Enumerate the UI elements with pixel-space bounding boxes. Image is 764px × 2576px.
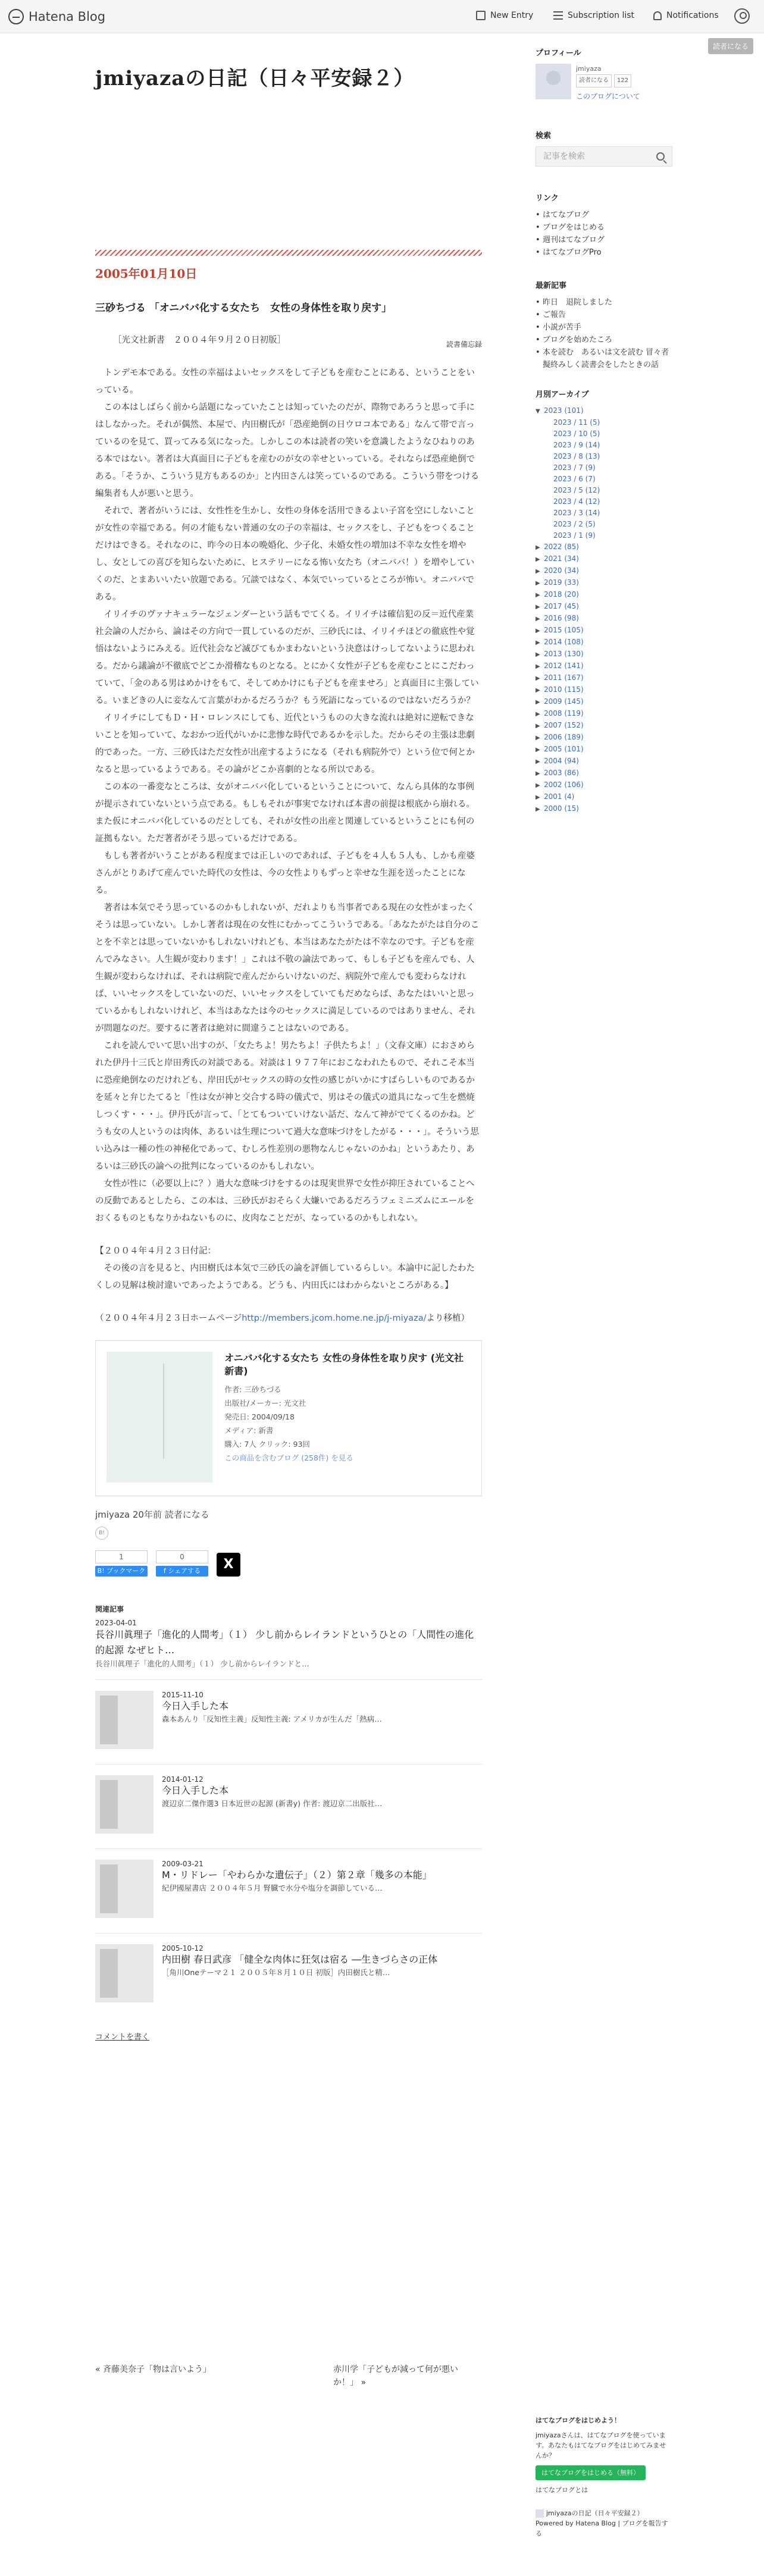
paragraph: もしも著者がいうことがある程度までは正しいのであれば、子どもを４人も５人も、しかも産婆さんがとりあげて産んでいた時代の女性は、今の女性よりもずっと幸せな生涯を送ったことになる。 (95, 851, 475, 895)
caret-right-icon: ▶ (536, 711, 540, 717)
list-icon (553, 11, 563, 20)
caret-right-icon: ▶ (536, 580, 540, 587)
related-date: 2014-01-12 (162, 1775, 203, 1784)
related-title[interactable]: 内田樹 春日武彦 「健全な肉体に狂気は宿る ―生きづらさの正体 (162, 1954, 438, 1965)
recent-entry-link[interactable]: • 本を読む あるいは文を読む 冒々者擬終みしく読書会をしたときの話 (536, 346, 672, 371)
bookmark-label: B! ブックマーク (95, 1566, 148, 1577)
recent-entry-link[interactable]: • 小説が苦手 (536, 321, 672, 334)
hatena-logo-icon (8, 9, 24, 24)
caret-right-icon: ▶ (536, 651, 540, 658)
caret-right-icon: ▶ (536, 556, 540, 563)
archive-month[interactable]: 2023 / 5 (12) (553, 486, 600, 494)
caret-right-icon: ▶ (536, 735, 540, 741)
caret-right-icon: ▶ (536, 759, 540, 765)
related-item[interactable] (95, 1933, 482, 2007)
related-date: 2023-04-01 (95, 1619, 137, 1627)
archive-month[interactable]: 2023 / 1 (9) (553, 531, 596, 540)
archive-year[interactable]: ▶ 2001 (4) (536, 791, 672, 803)
related-entries (95, 1604, 482, 2007)
caret-right-icon: ▶ (536, 723, 540, 729)
archive-month[interactable]: 2023 / 3 (14) (553, 509, 600, 517)
archive-year[interactable]: ▶ 2010 (115) (536, 684, 672, 696)
archive-month[interactable]: 2023 / 11 (5) (553, 418, 600, 427)
logo-text: Hatena Blog (29, 10, 106, 24)
archive-month[interactable]: 2023 / 2 (5) (553, 520, 596, 528)
related-date: 2015-11-10 (162, 1691, 203, 1699)
caret-right-icon: ▶ (536, 604, 540, 610)
archive-year[interactable]: ▶ 2009 (145) (536, 696, 672, 708)
new-entry-link[interactable] (476, 11, 533, 20)
profile-heading: プロフィール (536, 49, 581, 58)
entry-author-line[interactable]: jmiyaza 20年前 読者になる (95, 1509, 209, 1520)
archive-month[interactable]: 2023 / 9 (14) (553, 441, 600, 449)
profile-box (536, 64, 672, 102)
related-thumbnail[interactable] (95, 1944, 154, 2002)
facebook-share-button[interactable] (156, 1550, 208, 1577)
blog-title[interactable]: jmiyazaの日記（日々平安録２） (95, 67, 415, 90)
book-cover-image[interactable] (107, 1352, 212, 1483)
archive-year[interactable]: ▶ 2014 (108) (536, 637, 672, 648)
archive-year[interactable]: ▶ 2006 (189) (536, 732, 672, 744)
archive-year[interactable]: ▶ 2007 (152) (536, 720, 672, 732)
archive-month[interactable]: 2023 / 8 (13) (553, 452, 600, 460)
archive-year[interactable]: ▶ 2016 (98) (536, 613, 672, 625)
x-share-button[interactable]: X (217, 1553, 240, 1577)
bell-icon (653, 11, 662, 20)
related-item[interactable] (95, 1679, 482, 1753)
archive-year[interactable]: ▶ 2003 (86) (536, 767, 672, 779)
caret-right-icon: ▶ (536, 663, 540, 670)
paragraph: 著者は本気でそう思っているのかもしれないが、だれよりも当事者である現在の女性がまったくそうは思っていない。しかし著者は現在の女性にむかってこういうである。「あなたがたは自分のことを不幸とは思っていないかもしれないけれども、本当はあなたがたは不幸なのです。子どもを産んでみなさい。人生観が変わります！」これは不敬の論法であって、もしも子どもを産んでも、人生観が変わらなければ、それは病院で産んだからいけないのだ、病院外で産んでも変わらなければ、いいセックスをしていないのだ、いいセックスをしていてもだめならば、あなたはいいと思っているかもしれないけれど、本当はあなたは今のセックスに満足しているのではありません、それが問題なのだ。要するに著者は絶対に間違うことはないのである。 (95, 903, 480, 1033)
caret-right-icon: ▶ (536, 770, 540, 777)
links-list (536, 209, 672, 259)
source-link[interactable]: http://members.jcom.home.ne.jp/j-miyaza/ (242, 1314, 427, 1323)
archive-year[interactable]: ▶ 2002 (106) (536, 779, 672, 791)
hatena-blog-logo[interactable] (8, 9, 105, 24)
entry-title[interactable]: 三砂ちづる 「オニババ化する女たち 女性の身体性を取り戻す」 (95, 302, 392, 314)
powered-by[interactable]: Powered by Hatena Blog | ブログを報告する (536, 2519, 668, 2537)
hatena-footer (536, 2415, 672, 2539)
source-line (95, 1310, 482, 1327)
paragraph: イリイチのヴァナキュラーなジェンダーという話もでてくる。イリイチは確信犯の反＝近代産業社会論の人だから、論はその方向で一貫しているのだが、三砂氏には、イリイチほどの徹底性や覚悟はないようにみえる。近代社会など滅びてもかまわないという決意はけっしてないように思われる。だから議論が不徹底でどこか滑稽なものとなる。とにかく女性が子どもを産むことにこだわっていて、「金のある男はめかけをもて、そしてめかけにも子どもを産ませろ」と真面目に主張している。いまどきの人に妾なんて言葉がわかるだろうか？もう死語になっているのではないだろうか？ (95, 610, 479, 706)
paragraph: この本の一番変なところは、女がオニババ化しているということについて、なんら具体的な事例が提示されていないという点である。もしもそれが事実でなければ本書の前提は根底から崩れる。また仮にオニババ化しているのだとしても、それが女性の出産と関連しているということにも何の証拠もない。ただ著者がそう思っているだけである。 (95, 782, 475, 844)
entry-body (95, 332, 482, 1327)
start-blog-button[interactable]: はてなブログをはじめる（無料） (536, 2465, 646, 2480)
about-hatena-link[interactable]: はてなブログとは (536, 2486, 588, 2494)
archive-year[interactable]: ▼ 2023 (101) (536, 405, 672, 417)
archive-month[interactable]: 2023 / 6 (7) (553, 475, 596, 483)
archive-year[interactable]: ▶ 2013 (130) (536, 648, 672, 660)
blog-icon (536, 2509, 544, 2518)
paragraph: 女性が性に（必要以上に？）過大な意味づけをするのは現実世界で女性が抑圧されていることへの反動であるとしたら、この本は、三砂氏がおそらく大嫌いであるだろうフェミニズムにエールをおくるものともなりかねないものに、皮肉なことだが、なっているのかもしれない。 (95, 1179, 475, 1223)
product-card (95, 1340, 482, 1496)
related-title[interactable]: M・リドレー「やわらかな遺伝子」（２）第２章「幾多の本能」 (162, 1869, 432, 1881)
caret-right-icon: ▶ (536, 544, 540, 551)
user-menu-button[interactable] (734, 8, 750, 24)
bookmark-share-button[interactable] (95, 1550, 148, 1577)
next-entry-link[interactable]: 赤川学「子どもが減って何が悪いか！」 » (333, 2365, 458, 2387)
caret-right-icon: ▶ (536, 747, 540, 753)
recent-entry-link[interactable]: • ブログを始めたころ (536, 334, 672, 346)
related-desc: 渡辺京二傑作選3 日本近世の起源 (新書y) 作者: 渡辺京二出版社… (162, 1799, 383, 1808)
related-title[interactable]: 今日入手した本 (162, 1785, 229, 1796)
caret-right-icon: ▶ (536, 806, 540, 813)
sidebar-link[interactable]: • 週刊はてなブログ (536, 234, 672, 246)
avatar[interactable] (536, 64, 571, 99)
subscriber-count: 122 (614, 74, 631, 87)
sidebar (536, 46, 672, 815)
product-title[interactable]: オニババ化する女たち 女性の身体性を取り戻す (光文社新書) (224, 1352, 464, 1377)
related-title[interactable]: 長谷川眞理子「進化的人間考」（１） 少し前からレイランドというひとの「人間性の進化的起源 なぜヒト… (95, 1629, 474, 1656)
sidebar-link[interactable]: • はてなブログPro (536, 246, 672, 259)
about-blog-link[interactable]: このブログについて (576, 92, 640, 101)
related-desc: ［角川Oneテーマ２１ ２００５年８月１０日 初版］内田樹氏と精… (162, 1968, 390, 1977)
share-buttons (95, 1550, 482, 1577)
related-title[interactable]: 今日入手した本 (162, 1700, 229, 1712)
archive-year[interactable]: ▶ 2018 (20) (536, 589, 672, 601)
recent-heading: 最新記事 (536, 281, 567, 290)
related-item[interactable] (95, 1848, 482, 1922)
notifications-label: Notifications (666, 11, 719, 20)
subscribe-button[interactable]: 読者になる (576, 74, 612, 87)
related-thumbnail[interactable] (95, 1775, 154, 1834)
caret-right-icon: ▶ (536, 628, 540, 634)
related-heading: 関連記事 (95, 1605, 124, 1613)
product-clicks: 購入: 7人 クリック: 93回 (224, 1440, 310, 1449)
archive-year[interactable]: ▶ 2008 (119) (536, 708, 672, 720)
caret-right-icon: ▶ (536, 675, 540, 682)
caret-down-icon: ▼ (536, 408, 540, 415)
recent-entry-link[interactable]: • 昨日 退院しました (536, 296, 672, 309)
entry-category[interactable]: 読書備忘録 (446, 340, 482, 349)
bookmark-count: 1 (95, 1550, 148, 1563)
related-date: 2009-03-21 (162, 1860, 203, 1868)
paragraph: イリイチにしてもＤ・Ｈ・ロレンスにしても、近代というものの大きな流れは絶対に逆転できないことを知っていて、なおかつ近代がいかに悲惨な時代であるかを示した。だからその主張は悲劇的であった。一方、三砂氏はただ女性が出産するようになる（それも病院外で）という位で何とかなると思っているようである。その論がどこか喜劇的となる所以である。 (95, 713, 475, 775)
related-desc: 紀伊國屋書店 ２００４年５月 腎臓で水分や塩分を調節している… (162, 1884, 383, 1892)
search-heading: 検索 (536, 131, 552, 140)
start-blog-heading: はてなブログをはじめよう！ (536, 2417, 621, 2424)
paragraph: これを読んでいて思い出すのが、「女たちよ！男たちよ！子供たちよ！」（文春文庫）におさめられた伊丹十三氏と岸田秀氏の対談である。対談は１９７７年におこなわれたもので、それこそ本当に恐産絶倒なのだけれども、岸田氏がセックスの時の女性の感じがいかにすばらしいものであるかを延々と弁じたてると「性は女が神と交合する時の儀式で、男はその儀式の道具になって生を燃焼しつくす・・・」。伊丹氏が言って、「とてもついていけない話だ、なんて神がでてくるのかね。どうも女の人というのは肉体、あるいは生理について過大な意味づけをしたがる・・・」。そういう思い込みは一種の性の神秘化であって、むしろ性差別の悪物なんじゃないのかね」というあたり、あるいは三砂氏の論への批判になっているのかもしれない。 (95, 1041, 479, 1171)
pencil-icon (476, 11, 486, 20)
product-media: メディア: 新書 (224, 1426, 274, 1435)
links-heading: リンク (536, 194, 559, 203)
archive-list (536, 405, 672, 815)
hatena-star-icon[interactable]: B! (95, 1527, 108, 1540)
related-thumbnail[interactable] (95, 1691, 154, 1749)
facebook-label: f シェアする (156, 1566, 208, 1577)
source-prefix: （２００４年４月２３日ホームページ (95, 1314, 242, 1323)
prev-entry-link[interactable]: « 斉藤美奈子「物は言いよう」 (95, 2365, 212, 2374)
subscribe-badge-button[interactable]: 読者になる (708, 38, 753, 54)
archive-month[interactable]: 2023 / 4 (12) (553, 497, 600, 506)
search-input[interactable] (536, 146, 672, 167)
write-comment-link[interactable]: コメントを書く (95, 2033, 150, 2042)
related-desc: 森本あんり「反知性主義」反知性主義: アメリカが生んだ「熱病… (162, 1715, 382, 1723)
caret-right-icon: ▶ (536, 616, 540, 622)
related-thumbnail[interactable] (95, 1860, 154, 1918)
archive-month[interactable]: 2023 / 10 (5) (553, 430, 600, 438)
search-placeholder: 記事を検索 (543, 152, 585, 161)
caret-right-icon: ▶ (536, 640, 540, 646)
caret-right-icon: ▶ (536, 699, 540, 706)
sidebar-link[interactable]: • ブログをはじめる (536, 221, 672, 234)
date-divider (95, 250, 482, 256)
paragraph: それで、著者がいうには、女性性を生かし、女性の身体を活用できるよい子宮を空にしないことが女性の幸福である。何の才能もない普通の女の子の幸福は、セックスをし、子どもをつくることだけはできる。それなのに、昨今の日本の晩婚化、少子化、未婚女性の増加は不幸な女性を増やし、女としての喜びを知らないために、ヒステリーになる怖い女たち（オニババ！）を増やしていくのだ、とまあいいたい放題である。冗談ではなく、本気でいっているところが怖い。オニババである。 (95, 506, 475, 602)
archive-year[interactable]: ▶ 2020 (34) (536, 565, 672, 577)
notifications-link[interactable] (653, 11, 719, 20)
main-column (95, 250, 482, 2042)
book-info: ［光文社新書 ２００４年９月２０日初版］ (113, 336, 286, 345)
subscription-list-link[interactable] (553, 11, 634, 20)
archive-year[interactable]: ▶ 2000 (15) (536, 803, 672, 815)
user-icon (734, 8, 750, 24)
product-blog-link[interactable]: この商品を含むブログ (258件) を見る (224, 1453, 353, 1462)
paragraph: この本はしばらく前から話題になっていたことは知っていたのだが、際物であろうと思って手にはしなかった。それが偶然、本屋で、内田樹氏が「恐産絶倒の日ウロコ本である」なんて帯で言っているのを見て、買ってみる気になった。しかしこの本は読者の笑いを意識したようなひねりのある本ではない。著者は大真面目に子どもを産むのが女の幸せといっている。それならば恐産絶倒である。「そうか、こういう見方もあるのか」と内田さんは笑っているのである。こういう帯をつける編集者も人が悪いと思う。 (95, 403, 480, 499)
footer-blog-name[interactable]: jmiyazaの日記（日々平安録２） (536, 2508, 672, 2518)
archive-year[interactable]: ▶ 2021 (34) (536, 553, 672, 565)
recent-entry-link[interactable]: • ご報告 (536, 309, 672, 321)
caret-right-icon: ▶ (536, 592, 540, 598)
facebook-count: 0 (156, 1550, 208, 1563)
archive-heading: 月別アーカイブ (536, 390, 589, 399)
product-publisher: 出版社/メーカー: 光文社 (224, 1399, 306, 1408)
global-header (0, 0, 764, 33)
archive-year[interactable]: ▶ 2015 (105) (536, 625, 672, 637)
related-desc: 長谷川眞理子「進化的人間考」（１） 少し前からレイランドと… (95, 1659, 309, 1668)
addendum-body: その後の言を見ると、内田樹氏は本気で三砂氏の論を評価しているらしい。本論中に記したわたくしの見解は検討違いであったようである。どうも、内田氏にはわからないところがある。】 (95, 1264, 475, 1290)
product-release: 発売日: 2004/09/18 (224, 1412, 295, 1421)
addendum-heading: 【２００４年４月２３日付記： (95, 1246, 216, 1256)
archive-year[interactable]: ▶ 2019 (33) (536, 577, 672, 589)
product-author: 作者: 三砂ちづる (224, 1385, 281, 1394)
archive-year[interactable]: ▶ 2017 (45) (536, 601, 672, 613)
archive-year[interactable]: ▶ 2005 (101) (536, 744, 672, 756)
related-item[interactable] (95, 1764, 482, 1838)
caret-right-icon: ▶ (536, 794, 540, 801)
archive-month[interactable]: 2023 / 7 (9) (553, 463, 596, 472)
paragraph: トンデモ本である。女性の幸福はよいセックスをして子どもを産むことにある、ということをいっている。 (95, 368, 475, 395)
subscription-list-label: Subscription list (568, 11, 634, 20)
archive-year[interactable]: ▶ 2022 (85) (536, 541, 672, 553)
entry-date[interactable]: 2005年01月10日 (95, 267, 198, 281)
source-suffix: より移植） (426, 1314, 469, 1323)
sidebar-link[interactable]: • はてなブログ (536, 209, 672, 221)
related-date: 2005-10-12 (162, 1944, 203, 1953)
new-entry-label: New Entry (490, 11, 534, 20)
archive-year[interactable]: ▶ 2011 (167) (536, 672, 672, 684)
start-blog-text: jmiyazaさんは、はてなブログを使っています。あなたもはてなブログをはじめてみませんか？ (536, 2431, 666, 2459)
archive-year[interactable]: ▶ 2004 (94) (536, 756, 672, 767)
archive-year[interactable]: ▶ 2012 (141) (536, 660, 672, 672)
related-first-item[interactable] (95, 1619, 482, 1669)
caret-right-icon: ▶ (536, 782, 540, 789)
caret-right-icon: ▶ (536, 568, 540, 575)
caret-right-icon: ▶ (536, 687, 540, 694)
product-info (224, 1352, 471, 1485)
recent-list (536, 296, 672, 371)
profile-username[interactable]: jmiyaza (576, 65, 602, 73)
search-icon[interactable] (656, 152, 665, 161)
